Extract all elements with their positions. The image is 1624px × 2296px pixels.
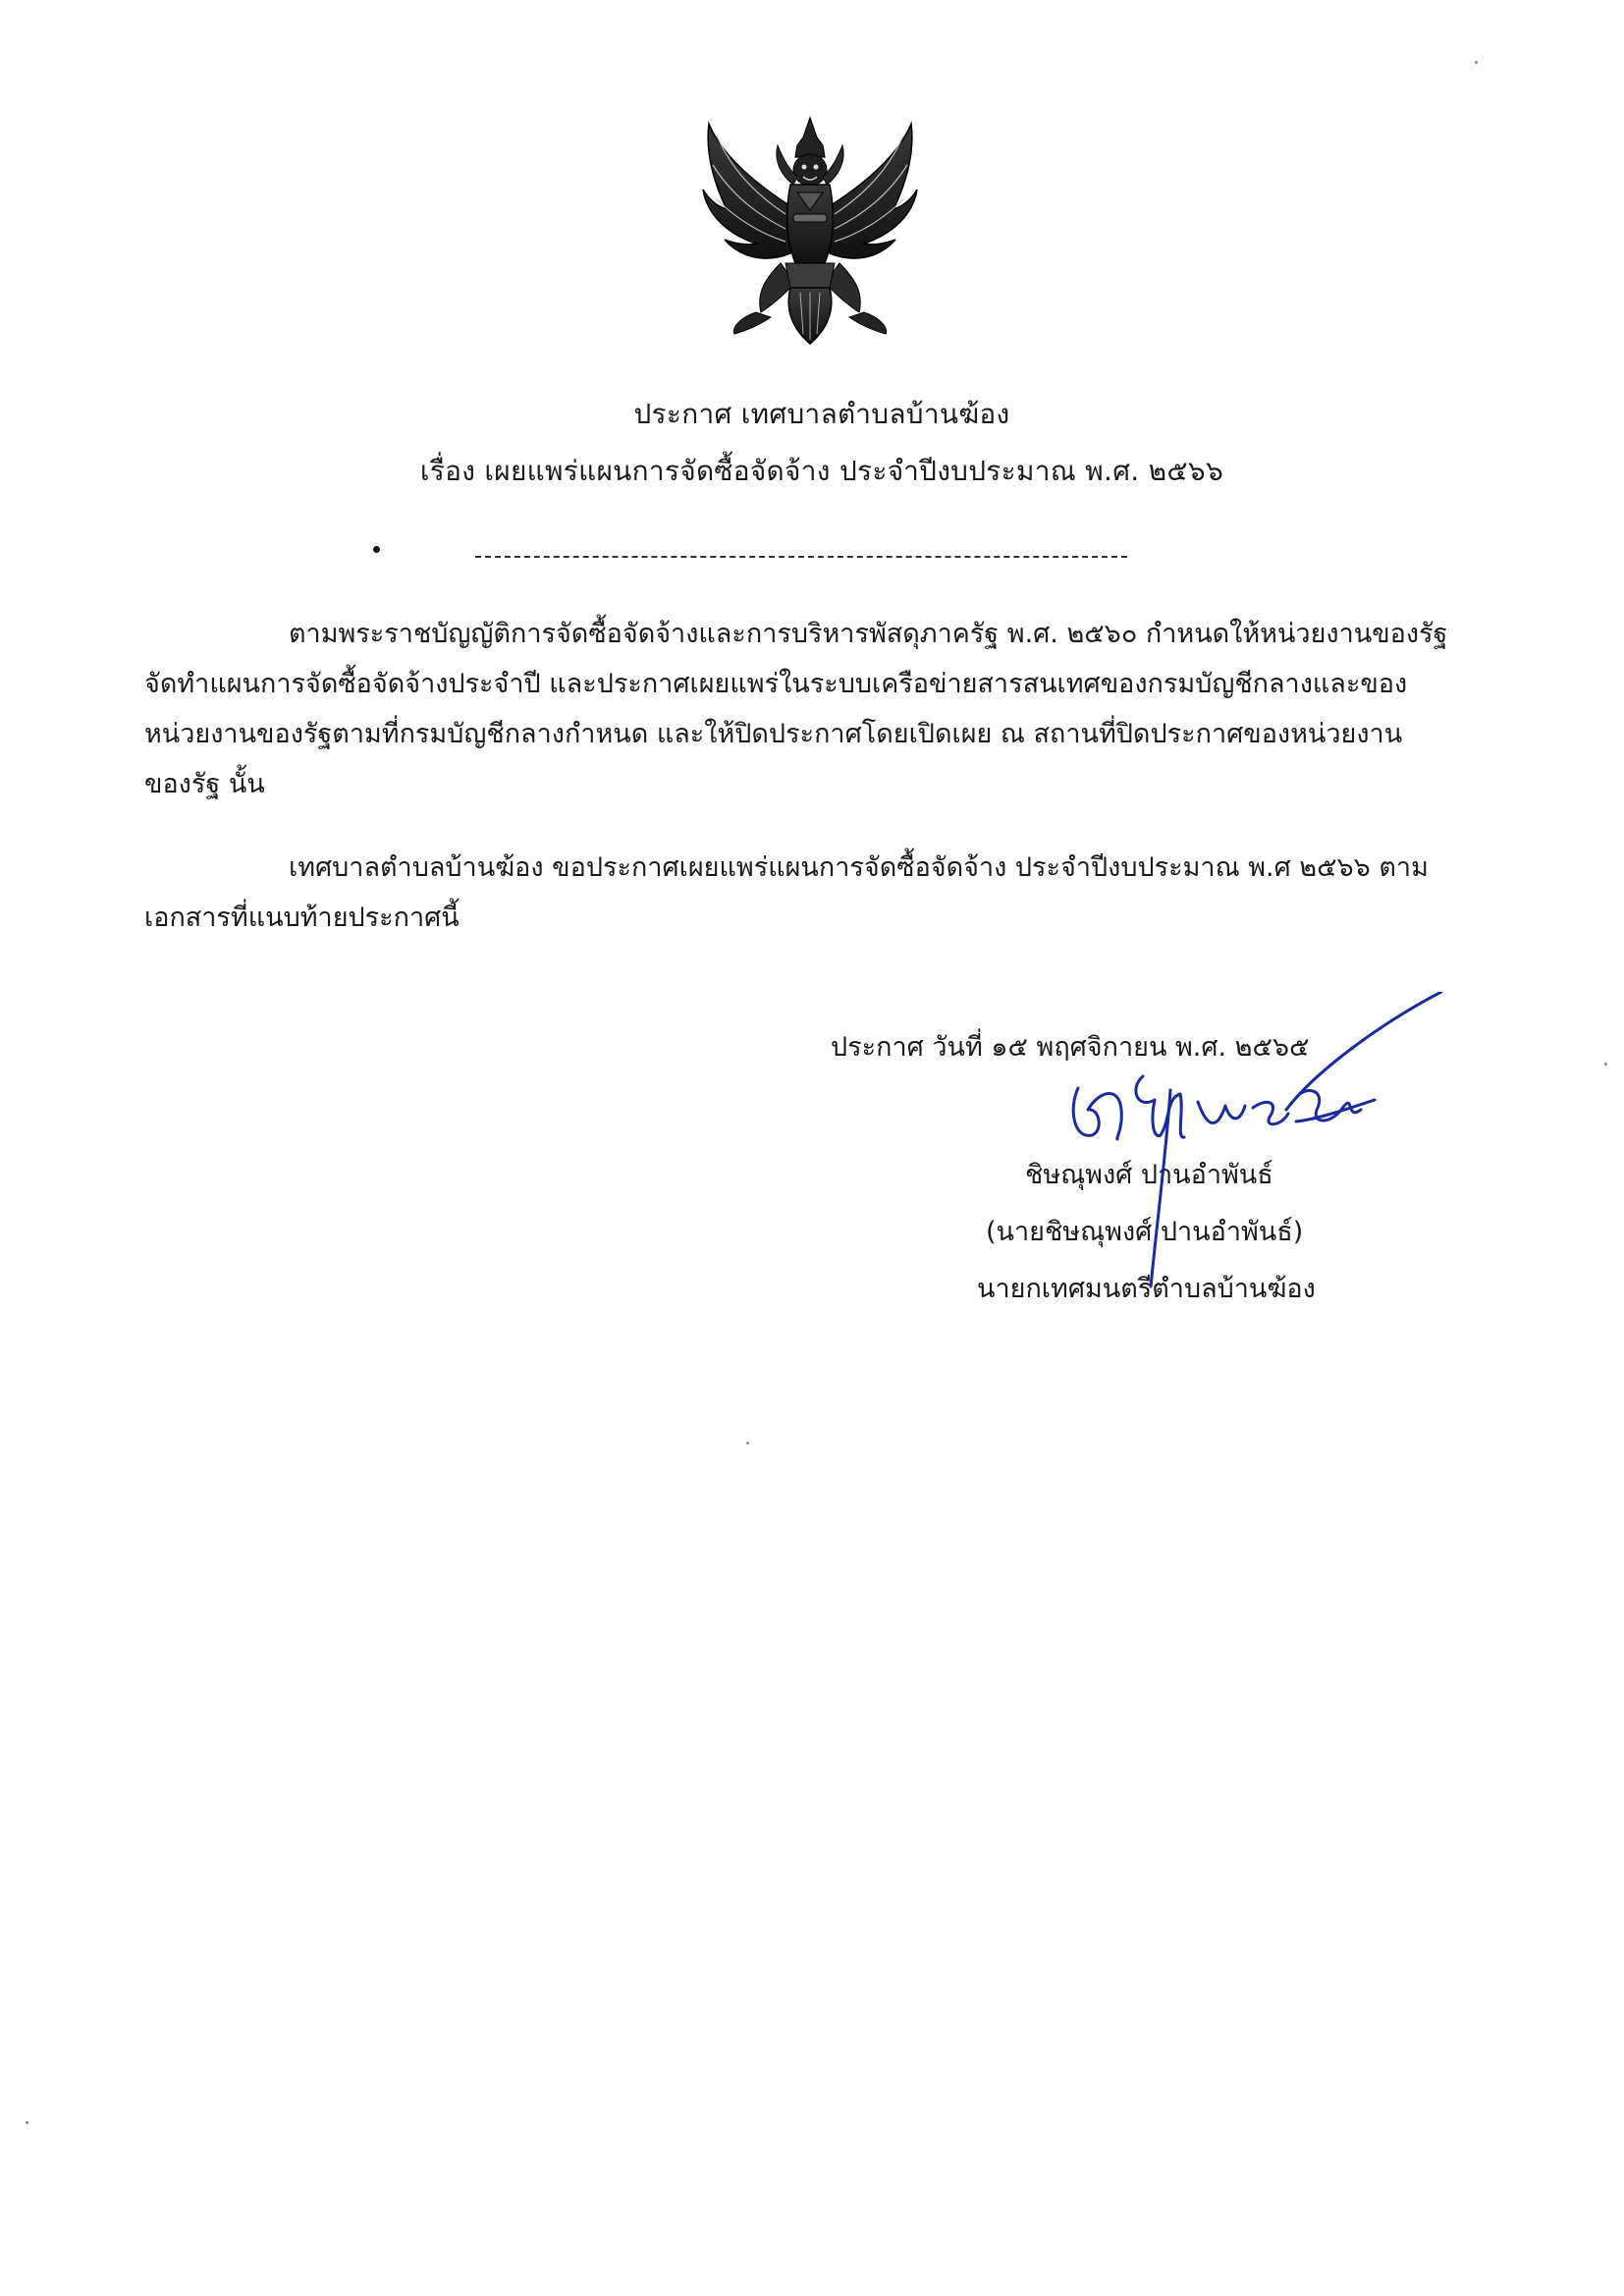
scan-speck [26,2121,28,2124]
body-paragraph-2 [144,843,1460,943]
paragraph-line: หน่วยงานของรัฐตามที่กรมบัญชีกลางกำหนด และให้ปิดประกาศโดยเปิดเผย ณ สถานที่ปิดประกาศของหน่วยงาน [144,719,1403,749]
garuda-emblem-icon [687,116,933,352]
handwritten-signature [1060,992,1453,1306]
announcement-date: ประกาศ วันที่ ๑๕ พฤศจิกายน พ.ศ. ๒๕๖๕ [831,1032,1310,1063]
paragraph-line: เทศบาลตำบลบ้านฆ้อง ขอประกาศเผยแพร่แผนการจัดซื้อจัดจ้าง ประจำปีงบประมาณ พ.ศ ๒๕๖๖ ตาม [289,852,1429,883]
announcement-subject: เรื่อง เผยแพร่แผนการจัดซื้อจัดจ้าง ประจำปีงบประมาณ พ.ศ. ๒๕๖๖ [419,455,1224,487]
paragraph-line: เอกสารที่แนบท้ายประกาศนี้ [144,902,460,933]
paragraph-line: จัดทำแผนการจัดซื้อจัดจ้างประจำปี และประกาศเผยแพร่ในระบบเครือข่ายสารสนเทศของกรมบัญชีกลางและของ [144,669,1408,699]
paragraph-line: ของรัฐ นั้น [144,769,265,799]
signer-name: ชิษณุพงศ์ ปานอำพันธ์ [1025,1160,1273,1190]
scan-speck [746,1442,749,1445]
dashed-separator [475,556,1127,558]
scan-speck [1475,61,1478,64]
signer-position: นายกเทศมนตรีตำบลบ้านฆ้อง [977,1274,1316,1304]
announcement-title: ประกาศ เทศบาลตำบลบ้านฆ้อง [633,398,1010,430]
paragraph-line: ตามพระราชบัญญัติการจัดซื้อจัดจ้างและการบริหารพัสดุภาครัฐ พ.ศ. ๒๕๖๐ กำหนดให้หน่วยงานของรัฐ [289,619,1448,649]
scan-speck [1604,1063,1607,1066]
signer-full-name: (นายชิษณุพงศ์ ปานอำพันธ์) [986,1217,1304,1247]
body-paragraph-1 [144,609,1460,809]
margin-dot [373,546,380,553]
